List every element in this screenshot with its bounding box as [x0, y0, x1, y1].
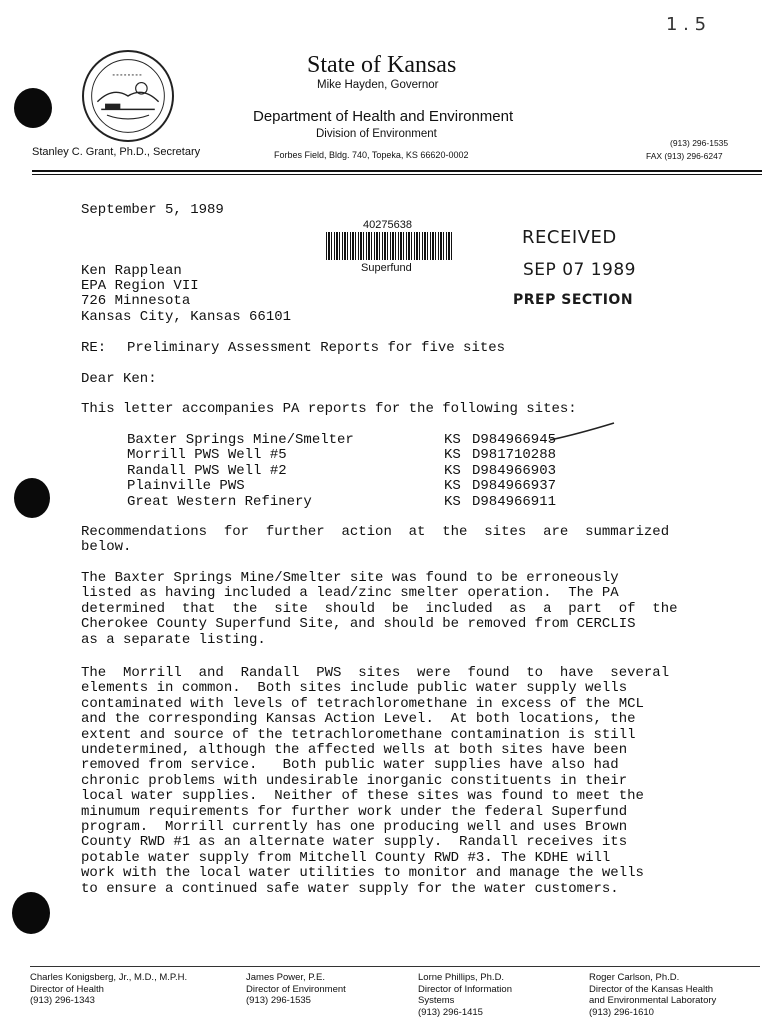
re-subject: Preliminary Assessment Reports for five sites — [127, 340, 506, 356]
footer-title: Director of Information — [418, 983, 512, 995]
recipient-name: Ken Rapplean — [81, 263, 182, 279]
paragraph-line: chronic problems with undesirable inorganic constituents in their — [81, 772, 628, 789]
site-name: Plainville PWS — [127, 478, 245, 494]
site-state: KS — [444, 463, 461, 479]
site-name: Randall PWS Well #2 — [127, 463, 287, 479]
footer-phone: (913) 296-1343 — [30, 995, 95, 1006]
fax-number: FAX (913) 296-6247 — [646, 151, 723, 161]
footer-title-2: Systems — [418, 995, 455, 1006]
site-state: KS — [444, 447, 461, 463]
received-stamp-date: SEP 07 1989 — [523, 260, 636, 280]
received-stamp-section: PREP SECTION — [513, 292, 634, 308]
paragraph-line: listed as having included a lead/zinc smelter operation. The PA — [81, 585, 619, 602]
department-name: Department of Health and Environment — [253, 108, 514, 125]
re-label: RE: — [81, 340, 107, 356]
paragraph-line: program. Morrill currently has one producing well and uses Brown — [81, 819, 628, 836]
punch-hole-bottom — [12, 892, 50, 934]
footer-phone: (913) 296-1415 — [418, 1006, 483, 1018]
intro-sentence: This letter accompanies PA reports for the following sites: — [81, 401, 577, 417]
site-id: D984966903 — [472, 463, 557, 479]
salutation: Dear Ken: — [81, 371, 157, 387]
paragraph-line: extent and source of the tetrachloromethane contamination is still — [81, 726, 636, 743]
paragraph-line: local water supplies. Neither of these sites was found to meet the — [81, 788, 644, 805]
paragraph-line: to ensure a continued safe water supply for the water customers. — [81, 880, 619, 897]
paragraph-line: The Morrill and Randall PWS sites were found to have several — [81, 665, 670, 681]
footer-col-health — [30, 972, 187, 1007]
list-item — [0, 448, 770, 463]
site-name: Morrill PWS Well #5 — [127, 447, 287, 463]
footer-name: Lorne Phillips, Ph.D. — [418, 972, 505, 983]
paragraph-line: work with the local water utilities to monitor and manage the wells — [81, 865, 644, 882]
site-state: KS — [444, 478, 461, 494]
site-id: D984966911 — [472, 494, 557, 510]
footer-col-environment — [246, 972, 346, 1007]
paragraph-morrill-randall — [81, 666, 681, 897]
page-number: 1 . 5 — [666, 14, 707, 35]
division-name: Division of Environment — [316, 128, 437, 140]
state-name: State of Kansas — [307, 52, 457, 78]
paragraph-line: below. — [81, 539, 132, 556]
paragraph-line: as a separate listing. — [81, 631, 266, 648]
received-stamp-title: RECEIVED — [522, 227, 617, 248]
paragraph-line: Recommendations for further action at the sites are summarized — [81, 524, 670, 540]
paragraph-line: The Baxter Springs Mine/Smelter site was found to be erroneously — [81, 570, 619, 586]
list-item — [0, 433, 770, 448]
governor-name: Mike Hayden, Governor — [317, 79, 439, 91]
recipient-city: Kansas City, Kansas 66101 — [81, 309, 292, 325]
paragraph-line: minumum requirements for further work under the federal Superfund — [81, 803, 628, 820]
list-item — [0, 495, 770, 510]
site-id: D984966945 — [472, 432, 557, 448]
footer-title: Director of the Kansas Health — [589, 983, 714, 995]
paragraph-recommendations — [81, 525, 681, 556]
paragraph-line: County RWD #1 as an alternate water supply. Randall receives its — [81, 834, 628, 851]
letter-date: September 5, 1989 — [81, 202, 224, 218]
footer-col-information — [418, 972, 512, 1018]
barcode-label: Superfund — [361, 262, 412, 274]
site-name: Baxter Springs Mine/Smelter — [127, 432, 354, 448]
site-state: KS — [444, 494, 461, 510]
recipient-street: 726 Minnesota — [81, 293, 191, 309]
department-address: Forbes Field, Bldg. 740, Topeka, KS 66620-0002 — [274, 150, 469, 160]
list-item — [0, 464, 770, 479]
header-rule-top — [32, 170, 762, 172]
paragraph-baxter-springs — [81, 571, 681, 648]
paragraph-line: undetermined, although the affected wells at both sites have been — [81, 742, 628, 759]
footer-phone: (913) 296-1535 — [246, 995, 311, 1006]
footer-name: Charles Konigsberg, Jr., M.D., M.P.H. — [30, 972, 188, 983]
paragraph-line: and the corresponding Kansas Action Level. At both locations, the — [81, 711, 636, 728]
footer-rule — [30, 966, 760, 967]
paragraph-line: Cherokee County Superfund Site, and should be removed from CERCLIS — [81, 616, 636, 633]
footer-title: Director of Health — [30, 983, 104, 995]
phone-number: (913) 296-1535 — [670, 138, 729, 148]
footer-title: Director of Environment — [246, 983, 346, 995]
barcode-image — [326, 232, 454, 260]
footer-col-laboratory — [589, 972, 716, 1018]
paragraph-line: potable water supply from Mitchell County RWD #3. The KDHE will — [81, 849, 611, 866]
recipient-org: EPA Region VII — [81, 278, 199, 294]
site-id: D984966937 — [472, 478, 557, 494]
barcode-number: 40275638 — [363, 219, 412, 231]
footer-phone: (913) 296-1610 — [589, 1006, 654, 1018]
site-state: KS — [444, 432, 461, 448]
site-name: Great Western Refinery — [127, 494, 312, 510]
kansas-state-seal — [82, 50, 174, 142]
handwritten-check-mark — [548, 420, 618, 444]
paragraph-line: contaminated with levels of tetrachloromethane in excess of the MCL — [81, 695, 644, 712]
header-rule-bottom — [32, 174, 762, 175]
paragraph-line: removed from service. Both public water supplies have also had — [81, 757, 619, 774]
list-item — [0, 479, 770, 494]
paragraph-line: determined that the site should be included as a part of the — [81, 600, 678, 617]
site-id: D981710288 — [472, 447, 557, 463]
footer-name: Roger Carlson, Ph.D. — [589, 972, 680, 983]
secretary-name: Stanley C. Grant, Ph.D., Secretary — [32, 146, 201, 158]
footer-title-2: and Environmental Laboratory — [589, 995, 717, 1006]
footer-name: James Power, P.E. — [246, 972, 326, 983]
punch-hole-top — [14, 88, 52, 128]
paragraph-line: elements in common. Both sites include public water supply wells — [81, 680, 628, 697]
